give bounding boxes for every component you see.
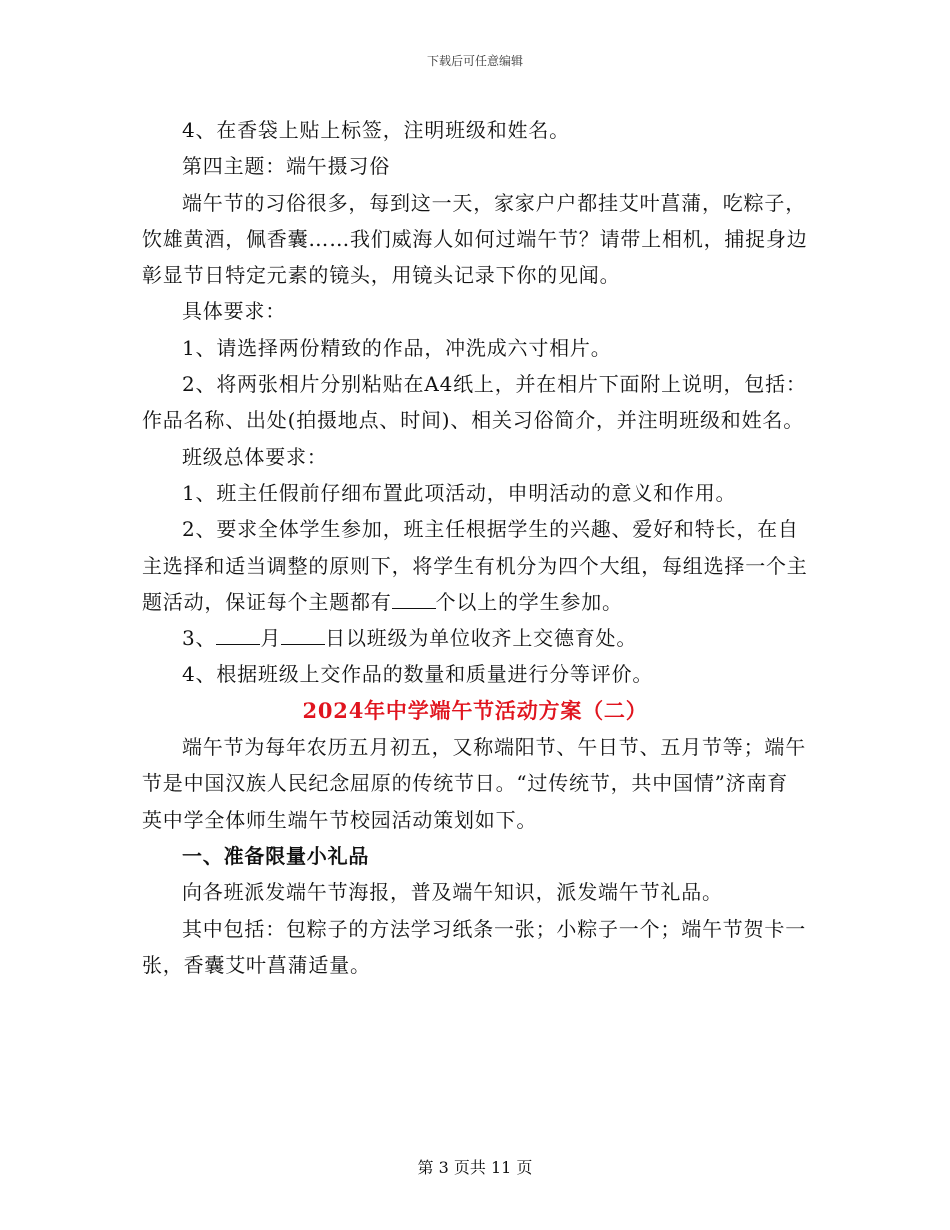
class-requirement-2-text-a: 2、要求全体学生参加，班主任根据学生的兴趣、爱好和特长，在自主选择和适当调整的原则下，将学生有机分为四个大组，每组选择一个主题活动，保证每个主题都有 <box>142 517 808 614</box>
paragraph-requirements-heading: 具体要求： <box>182 299 286 324</box>
paragraph-class-requirements-heading: 班级总体要求： <box>182 444 328 469</box>
class-requirement-3-text-b: 月 <box>260 626 282 651</box>
page-header: 下载后可任意编辑 <box>426 54 523 68</box>
paragraph-gift-distribution: 向各班派发端午节海报，普及端午知识，派发端午节礼品。 <box>182 880 723 905</box>
class-requirement-3-text-a: 3、 <box>182 626 217 651</box>
paragraph-requirement-1: 1、请选择两份精致的作品，冲洗成六寸相片。 <box>182 335 612 360</box>
paragraph-festival-intro: 端午节为每年农历五月初五，又称端阳节、午日节、五月节等；端午节是中国汉族人民纪念屈原的传统节日。“过传统节，共中国情”济南育英中学全体师生端午节校园活动策划如下。 <box>142 735 806 832</box>
paragraph-class-requirement-3 <box>142 620 808 656</box>
class-requirement-3-text-c: 日以班级为单位收齐上交德育处。 <box>325 626 638 651</box>
document-body <box>142 112 808 983</box>
paragraph-sachet-label: 4、在香袋上贴上标签，注明班级和姓名。 <box>182 118 570 142</box>
paragraph-gift-heading: 一、准备限量小礼品 <box>182 843 370 868</box>
class-requirement-2-text-b: 个以上的学生参加。 <box>435 589 623 614</box>
paragraph-class-requirement-2 <box>142 511 808 620</box>
fill-blank <box>392 590 436 609</box>
paragraph-customs-intro: 端午节的习俗很多，每到这一天，家家户户都挂艾叶菖蒲，吃粽子，饮雄黄酒，佩香囊……我们威海人如何过端午节？请带上相机，捕捉身边彰显节日特定元素的镜头，用镜头记录下你的见闻。 <box>142 190 808 288</box>
section-title: 2024年中学端午节活动方案（二） <box>302 697 648 723</box>
paragraph-theme-four: 第四主题：端午摄习俗 <box>182 154 390 179</box>
paragraph-class-requirement-1: 1、班主任假前仔细布置此项活动，申明活动的意义和作用。 <box>182 480 737 505</box>
fill-blank-month <box>216 626 260 645</box>
page-footer: 第 3 页共 11 页 <box>417 1158 533 1177</box>
paragraph-class-requirement-4: 4、根据班级上交作品的数量和质量进行分等评价。 <box>182 662 654 687</box>
fill-blank-day <box>281 626 325 645</box>
paragraph-gift-contents: 其中包括：包粽子的方法学习纸条一张；小粽子一个；端午节贺卡一张，香囊艾叶菖蒲适量。 <box>142 916 806 977</box>
paragraph-requirement-2: 2、将两张相片分别粘贴在A4纸上，并在相片下面附上说明，包括：作品名称、出处(拍摄地点、时间)、相关习俗简介，并注明班级和姓名。 <box>142 372 807 433</box>
